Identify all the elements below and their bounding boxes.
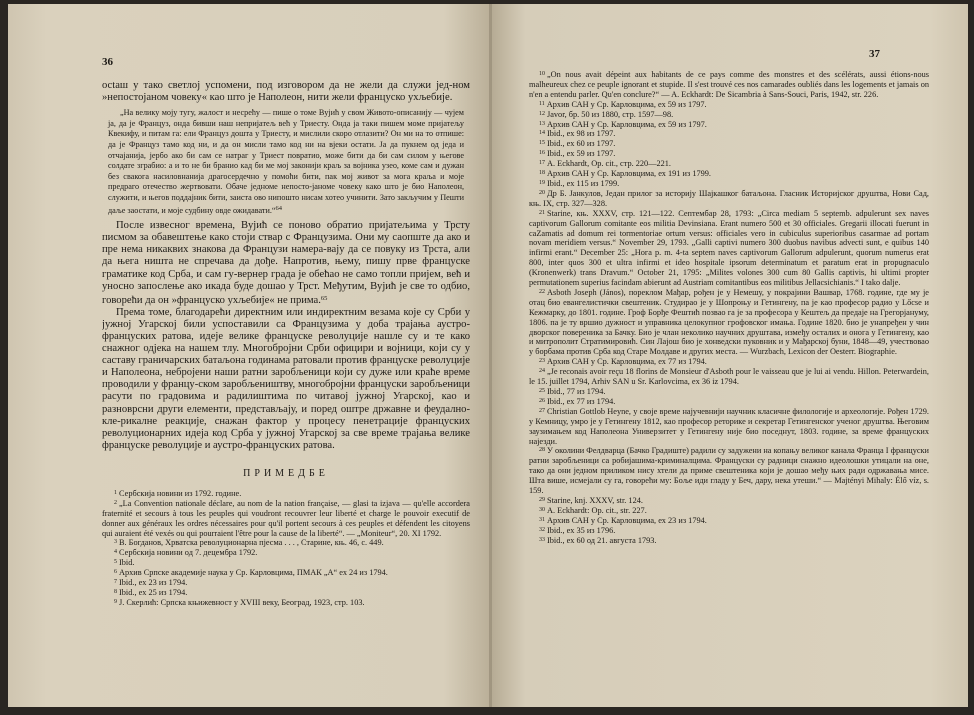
footnote-text: A. Eckhardt: Op. cit., str. 227. (547, 505, 647, 515)
footnote (529, 357, 929, 367)
footnote-text: Christian Gottlob Heyne, у своје време најучевнији научник класичне филологије и археологије. Рођен 1729. у Кемницу, умро је у Гетингену 1812, као професор реторике и секретар Гетингенског ученог друштва. Његовим заузимањем код Наполеона Универзитет у Гетингену није био поседнут, 1803. године, за време француских најезди. (529, 406, 929, 446)
footnote-text: Ibid., ex 25 из 1794. (119, 587, 188, 597)
footnote-text: Ibid., ex 60 од 21. августа 1793. (547, 535, 657, 545)
footnote-text: Сербскија новини од 7. децембра 1792. (119, 548, 258, 558)
footnote-text: Архив САН у Ср. Карловцима, ех 191 из 1799. (547, 169, 711, 179)
left-column (102, 80, 470, 697)
footnote (529, 189, 929, 209)
right-footnotes (529, 70, 929, 546)
footnote-number: 17 (539, 160, 545, 167)
footnote-number: 4 (114, 549, 117, 556)
body-paragraph: осtаш у тако светлој успомени, под изговором да не жели да служи јед-ном »непостојаном човеку« као што је Наполеон, нити жели француско ухљебије. (102, 80, 470, 104)
footnote-text: В. Богданов, Хрватска револуционарна пјесма . . . , Старине, књ. 46, с. 449. (119, 538, 384, 548)
footnote-number: 7 (114, 579, 117, 586)
footnote-number: 3 (114, 539, 117, 546)
footnote-text: Starine, knj. XXXV, str. 124. (547, 495, 643, 505)
footnote-number: 11 (539, 100, 545, 107)
vujic-quote (102, 108, 470, 216)
footnote-text: Ibid., ex 115 из 1799. (547, 178, 620, 188)
footnote-number: 31 (539, 516, 545, 523)
footnote (529, 149, 929, 159)
footnote (102, 588, 470, 598)
footnote-number: 6 (114, 569, 117, 576)
footnote (529, 129, 929, 139)
footnote-text: Архив Српске академије наука у Ср. Карловцима, ПМАК „А“ ех 24 из 1794. (119, 568, 388, 578)
footnote-text: „La Convention nationale déclare, au nom de la nation française, — glasi ta izjava — qu'elle accordera fraternité et secours à tous les peuples qui voudront recouvrer leur liberté et charge le pouvoir executif de donner aux généraux les ordres nécessaires pour qu'il portent secours à ces peuples et défendent les citoyens qui auraient été vexés ou qui pourraient l'être pour la cause de la liberté“. — „Moniteur“, 20. XI 1792. (102, 498, 470, 538)
quote-footnote-ref: 64 (275, 204, 283, 212)
footnote-number: 23 (539, 358, 545, 365)
footnote-number: 18 (539, 170, 545, 177)
footnote-text: A. Eckhardt, Op. cit., стр. 220—221. (547, 159, 672, 169)
footnote-text: Ibid., 77 из 1794. (547, 387, 606, 396)
footnote-number: 2 (114, 499, 117, 506)
footnote (102, 598, 470, 608)
footnote-number: 12 (539, 110, 545, 117)
footnote (529, 139, 929, 149)
left-body-continued (102, 220, 470, 452)
footnote (529, 288, 929, 357)
footnote (529, 516, 929, 526)
quote-text: „На велику моју тугу, жалост и несрећу — пише о томе Вујић у свом Живото-описанију — чујем ја, да је Француз, онда бивши наш непријатељ већ у Триесту. Онда ја таки пишем моме пријатељу Квекифу, и питам га: ели Француз дошта у Триесту, и мислили скоро отлазити? Он ми на то отпише: да је Француз тамо код ни, и да он мисли тамо код ни на вјеки остати. Ја да пукнем од једа и отчајанија, јербо ако би сам се натраг у Триест повратио, може бити да би сам силом у његове солдате згрaбио: а и то не би бранио кад би ме мој законији краљ за војника узео, коме сам и дужан без свакога насиловнанија драгосердечно у помоћи бити, пак мој живот за мога краља и моје предраго отечество жертвовати. Обаче једноме непосто-јаноме човеку како што је био Наполеон, служити, и његов поддајник бити, заиста ово нипошто нисам хотео учинити. Зато закључим у Пешти даље заостати, и мојe судбину овде ожидавати.“ (108, 108, 464, 215)
footnote-text: У околини Фелдварца (Бачко Градиште) радили су задужени на копању великог канала Франца I француски ратни заробљеници са робијашима-криминалцима. Француски су радници снажно идеолошки утицали на оне, тако да они једном приликом нису хтели да приме свештеника који је дошао међу њих ради одржавања мисе. Шта више, исмејали су га, говорећи му: Боље иди гладу у Беч, дару, нека утеши.“ — Majtényi Mihaly: Élő víz, s. 159. (529, 446, 929, 496)
footnote-text: Ibid., ex 59 из 1797. (547, 149, 616, 159)
footnote (529, 209, 929, 288)
footnote-text: Архив САН у Ср. Карловцима, ех 77 из 1794. (547, 357, 707, 367)
footnote-text: „On nous avait dépeint aux habitants de ce pays comme des monstres et des scélérats, aussi étions-nous malheureux chez ce peuple ignorant et stupide. Il s'est trouvé ces nos camarades oubliés dans les logements et jamais on n'en a entendu parler. Qu'en conclure?“ — A. Eckhardt: De Sicambria à Sans-Souci, Paris, 1942, str. 226. (529, 70, 929, 99)
footnote (529, 446, 929, 496)
left-page (8, 4, 492, 707)
right-column (529, 70, 929, 697)
footnote-number: 9 (114, 598, 117, 605)
footnote-number: 20 (539, 189, 545, 196)
footnote (529, 179, 929, 189)
footnote (529, 387, 929, 397)
footnote-number: 5 (114, 559, 117, 566)
footnote-number: 33 (539, 536, 545, 543)
right-page-number: 37 (869, 48, 880, 60)
footnote (529, 120, 929, 130)
footnote-number: 21 (539, 209, 545, 216)
footnote (102, 499, 470, 539)
footnote-number: 16 (539, 150, 545, 157)
footnote-text: Сербскија новини из 1792. године. (119, 488, 242, 498)
footnote-number: 1 (114, 489, 117, 496)
footnote-number: 22 (539, 288, 545, 295)
footnote-number: 28 (539, 447, 545, 454)
footnote (529, 407, 929, 447)
body-paragraph: После извесног времена, Вујић се поново обратио пријатељима у Трсту писмом за обавештење како стоји ствар с Французима. Они му саопште да ако и пре нема никаквих знакова да Французи намера-вају да се повуку из Трста, али да њега ништа не спречава да дође. Напротив, њему, пишу прве француске граматике код Срба, и сам гу-вернер града је обећао не само топли пријем, већ и уносно запослење ако икада буде дошао у Трст. Међутим, Вујић је све то одбио, говорећи да он »француско ухљебије« не прима. (102, 220, 470, 306)
footnote-number: 10 (539, 71, 545, 77)
footnote-text: Архив САН у Ср. Карловцима, ех 59 из 1797. (547, 119, 707, 129)
footnote (102, 548, 470, 558)
footnote-number: 19 (539, 179, 545, 186)
footnote-text: Др Б. Јанкулов, Један прилог за историју Шајкашког батаљона. Гласник Историјског друштва, Нови Сад, књ. IX, стр. 327—328. (529, 188, 929, 208)
footnote-text: Ibid., ex 77 из 1794. (547, 396, 616, 406)
footnote-text: Starine, књ. XXXV, стр. 121—122. Септембар 28, 1793: „Circa mediam 5 septemb. adpulerunt sex naves captivorum Gallorum comitante eos militia Devinsiana. Erant numero 500 et 30 officiales. Gregarii illocati fuerunt in caZamatis ad domum rei tormentoriae ortum versus: officiales vero in cubiculus superioribus casarmae ad portam novam meridiem versus.“ November 29, 1793. „Galli captivi numero 300 duobus navibus advecti sunt, e quibus 140 infirmi erant.“ December 25: „Нога р. m. 4-ta septem naves captivorum Gallorum adpulerunt, quorum numerus erat 800, inter quos 300 et ultra infirmi et ideo hospitale ipsorum determinatum et paratum erat in propugnaculo (Kronenwerk) trans Dravum.“ October 21, 1795: „Milites volones 300 cum 80 Gallis captivis, hi ultimi propter permutationem superius facindam abierunt ad Austriam comitantibus eos militibus Jellacsichianis.“ I tako dalje. (529, 208, 929, 288)
footnote-text: Архив САН у Ср. Карловцима, ех 23 из 1794. (547, 515, 707, 525)
footnote (529, 536, 929, 546)
footnote-number: 25 (539, 388, 545, 394)
footnote-text: J. Скерлић: Српска књижевност у XVIII веку, Београд, 1923, стр. 103. (119, 597, 365, 607)
footnote (102, 568, 470, 578)
footnote-number: 13 (539, 120, 545, 127)
footnote-number: 26 (539, 397, 545, 404)
left-page-number: 36 (102, 56, 113, 68)
footnote (102, 489, 470, 499)
footnote (529, 159, 929, 169)
footnote (529, 70, 929, 100)
notes-heading: ПРИМЕДБЕ (243, 467, 329, 479)
footnote (529, 496, 929, 506)
footnote-number: 15 (539, 140, 545, 147)
footnote-number: 24 (539, 368, 545, 375)
left-footnotes (102, 489, 470, 608)
right-page (492, 4, 968, 707)
footnote-text: Ibid. (119, 558, 135, 568)
footnote-number: 30 (539, 506, 545, 513)
body-footnote-ref: 65 (320, 294, 328, 302)
footnote-text: Ibid., ex 60 из 1797. (547, 139, 616, 149)
footnote (529, 526, 929, 536)
footnote (529, 110, 929, 120)
body-paragraph: Према томе, благодарећи директним или индиректним везама које су Срби у јужној Угарској били успоставили са Французима у доба трајања аустро-француских ратова, идеје велике француске револуције нашле су и те како снажног одјека на нашем тлу. Многобројни Срби официри и војници, који су у саставу граничарских батаљона годинама ратовали против француске револуције и Наполеона, небројени наши ратни заробљеници који су дуже или краће време проводили у францу-ском заробљеништву, многобројни француски заробљеници расути по градовима и радилиштима по читавој јужној Угарској, као и разноврсни други елементи, представљају, и поред оштре државне и феудално-кле-рикалне реакције, снажан фактор у процесу пенетрације француских револуционарних идеја код Срба у јужној Угарској за све време трајања велике француске револуције и аустро-француских ратова. (102, 306, 470, 451)
footnote (102, 578, 470, 588)
footnote-number: 27 (539, 407, 545, 414)
footnote (102, 538, 470, 548)
footnote-number: 8 (114, 588, 117, 595)
footnote-text: Ibid., ex 98 из 1797. (547, 129, 616, 139)
footnote (529, 367, 929, 387)
footnote (529, 397, 929, 407)
footnote (529, 169, 929, 179)
footnote-text: Javor, бр. 50 из 1880, стр. 1597—98. (547, 109, 674, 119)
footnote-number: 32 (539, 526, 545, 533)
footnote-number: 14 (539, 130, 545, 137)
footnote (529, 506, 929, 516)
left-body-text (102, 80, 470, 104)
footnote (102, 558, 470, 568)
footnote-text: Asboth Joseph (János), пореклом Мађар, рођен је у Немешу, у покрајини Вашвар, 1768. године, где му је отац био евангелистички свештеник. Студирао је у Шопроњу и Гетингену, па је као професор радио у Lőcse и Кежмарку, до 1801. године. Гроф Борђе Фештић позвао га је за професора у Кештељ да предаје на Грегорјануму, 1806. па је ту вршио дужност и управника целокупног грофовског имања. Године 1820. био је унапређен у чин дворског повереника за Бачку. Био је члан неколико научних друштава, између осталих и онога у Гетингену, као и митрополит Стратимировић. Син Лајош био је хонведски пуковник и у Мађарској буни, 1848—49, учествовао у борбама против Срба код Старе Молдаве и других места. — Wurzbach, Lexicon der Oesterr. Biographie. (529, 287, 929, 357)
footnote-text: „Je reconais avoir reçu 18 florins de Monsieur d'Asboth pour le vaisseau que je lui ai vendu. Hillon. Peterwardein, le 15. juillet 1794, Arhiv SAN u Sr. Karlovcima, ex 36 iz 1794. (529, 367, 929, 387)
footnote-text: Ibid., ex 35 из 1796. (547, 525, 616, 535)
footnote (529, 100, 929, 110)
footnote-number: 29 (539, 496, 545, 503)
footnote-text: Архив САН у Ср. Карловцима, ех 59 из 1797. (546, 99, 707, 109)
footnote-text: Ibid., ex 23 из 1794. (119, 578, 188, 588)
